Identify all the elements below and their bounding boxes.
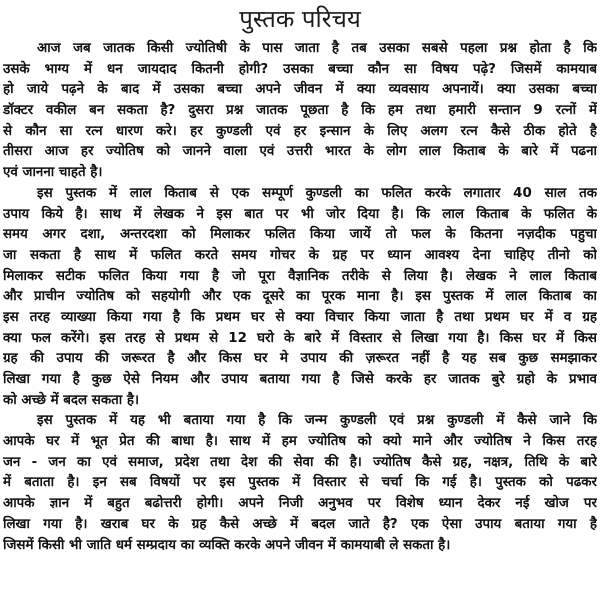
text-line: आज जब जातक किसी ज्योतिषी के पास जाता है तब उसका सबसे पहला प्रश्न होता है कि <box>37 41 597 56</box>
text-line: जा सकता है साथ में फलित करते समय गोचर के ग्रह पर ध्यान आवश्य देना चाहिए तीनो को <box>3 247 597 263</box>
text-line: इस तरह व्याख्या किया गया है कि प्रथम घर से क्या विचार किया जाता है तथा प्रथम घर में व ग्रह <box>3 309 597 325</box>
text-line: इस पुस्तक में यह भी बताया गया है कि जन्म कुण्डली एवं प्रश्न कुण्डली में कैसे जाने कि <box>37 413 597 429</box>
text-line: एवं जानना चाहते है। <box>3 165 103 181</box>
text-line: और प्राचीन ज्योतिष को सहयोगी और एक दूसरे का पूरक माना है। इस पुस्तक में लाल किताब का <box>3 289 597 305</box>
text-line: लिखा गया है कुछ ऐसे नियम और उपाय बताया गया है जिसे करके हर जातक बुरे ग्रहो के प्रभाव <box>3 372 597 387</box>
text-line: आपके ज्ञान में बहुत बढोत्तरी होगी। अपने निजी अनुभव पर विशेष ध्यान देकर नई खोज पर <box>3 496 597 512</box>
text-line: ग्रह की उपाय की जरूरत है और किस घर मे उपाय की ज़रूरत नहीं है यह सब कुछ समझाकर <box>3 351 597 367</box>
text-line: क्या फल करेंगे। इस तरह से प्रथम से 12 घरो के बारे में विस्तार से लिखा गया है। किस घर में किस <box>3 330 597 346</box>
page-title: पुस्तक परिचय <box>239 5 361 33</box>
text-line: डॉक्टर वकील बन सकता है? दुसरा प्रश्न जातक पूछता है कि हम तथा हमारी सन्तान 9 रत्नों में <box>3 103 597 119</box>
paragraph-3 <box>3 411 597 556</box>
introduction-body <box>3 39 597 556</box>
text-line: उसके भाग्य में धन जायदाद कितनी होगी? उसका बच्चा कौन सा विषय पढ़े? जिसमें कामयाब <box>3 61 597 77</box>
paragraph-1 <box>3 39 597 184</box>
text-line: जिसमें किसी भी जाति धर्म सम्प्रदाय का व्यक्ति करके अपने जीवन में कामयाबी ले सकता है। <box>3 537 451 553</box>
text-line: को अच्छे में बदल सकता है। <box>3 392 140 408</box>
text-line: लिखा गया है। खराब घर के ग्रह कैसे अच्छे में बदल जाते है? एक ऐसा उपाय बताया गया है <box>3 516 597 532</box>
paragraph-2 <box>3 184 597 412</box>
text-line: मिलाकर सटीक फलित किया गया है जो पूरा वैज्ञानिक तरीके से लिया है। लेखक ने लाल किताब <box>3 268 597 284</box>
text-line: उपाय किये है। साथ में लेखक ने इस बात पर भी जोर दिया है। कि लाल किताब के फलित के <box>3 206 597 222</box>
text-line: हो जाये पढ़ने के बाद में उसका बच्चा अपने जीवन में क्या व्यवसाय अपनायें। क्या उसका बच्चा <box>3 82 597 98</box>
text-line: तीसरा आज हर ज्योतिष को जानने वाला एवं उत्तरी भारत के लोग लाल किताब के बारे में पढना <box>3 144 597 160</box>
text-line: समय अगर दशा, अन्तरदशा को मिलाकर फलित किया जायें तो फल के कितना नज़दीक पहुचा <box>3 227 597 243</box>
text-line: से कौन सा रत्न धारण करे। हर कुण्डली एवं हर इन्सान के लिए अलग रत्न कैसे ठीक होते है <box>3 123 597 139</box>
text-line: में बताता है। इन सब विषयों पर इस पुस्तक में विस्तार से चर्चा कि गई है। पुस्तक को पढकर <box>3 475 597 491</box>
text-line: इस पुस्तक में लाल किताब से एक सम्पूर्ण कुण्डली का फलित करके लगातार 40 साल तक <box>37 185 597 201</box>
text-line: आपके घर में भूत प्रेत की बाधा है। साथ में हम ज्योतिष को क्यो माने और ज्योतिष ने किस तरह <box>3 434 597 450</box>
text-line: जन - जन का एवं समाज, प्रदेश तथा देश की सेवा की है। ज्योतिष कैसे ग्रह, नक्षत्र, तिथि के बारे <box>3 454 597 470</box>
